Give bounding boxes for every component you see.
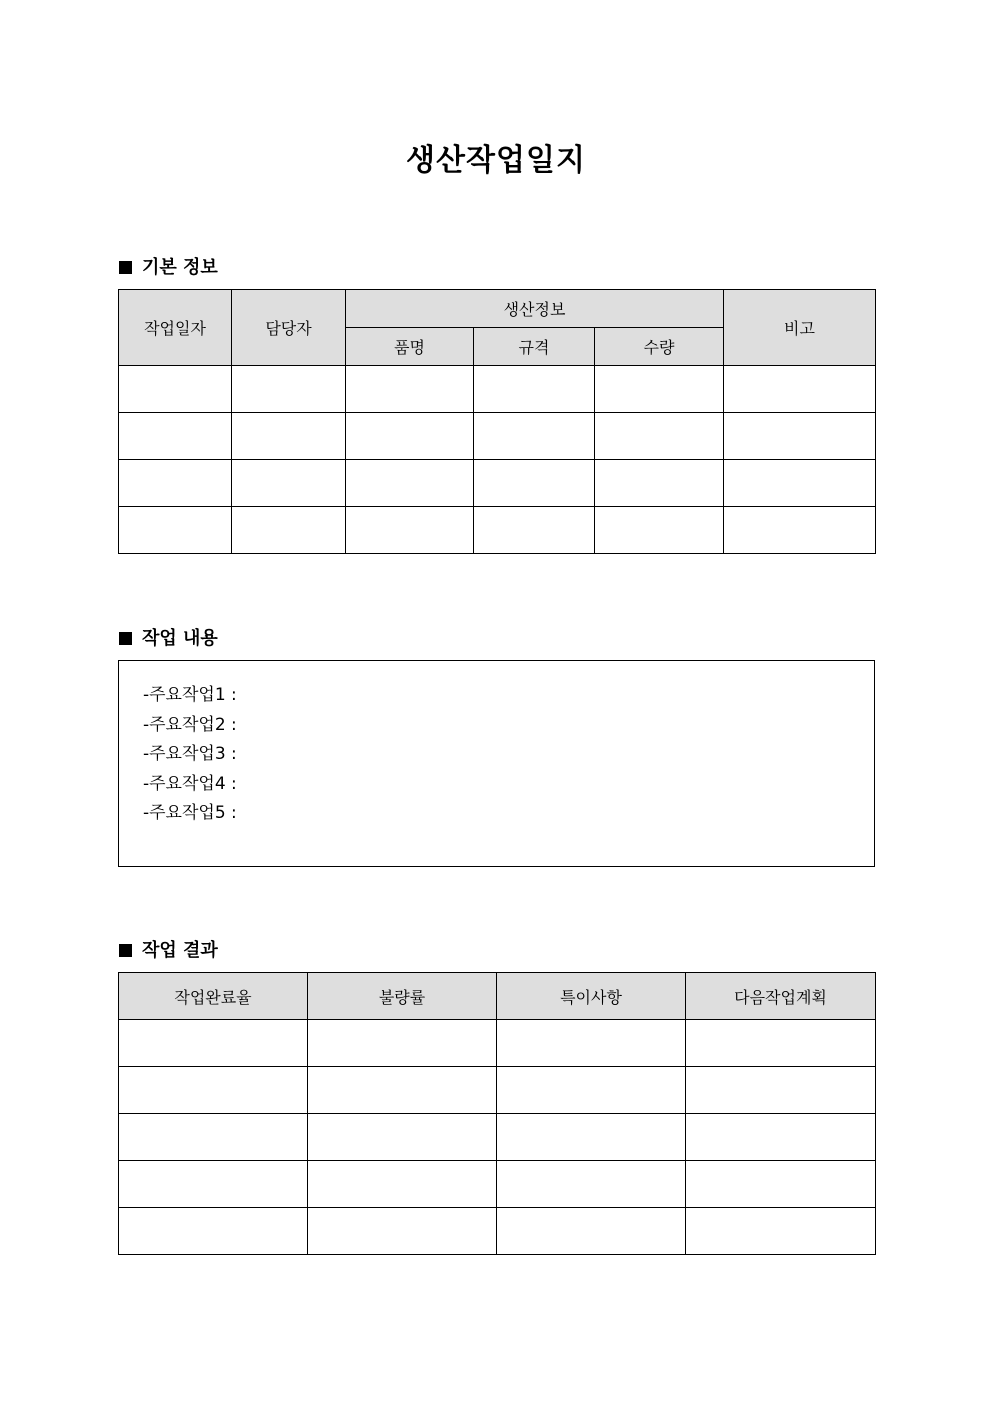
table-cell[interactable] [595,366,724,413]
table-cell[interactable] [595,460,724,507]
table-cell[interactable] [346,507,474,554]
table-cell[interactable] [232,366,346,413]
work-result-heading [119,936,218,962]
work-item-list [119,661,874,829]
header-defect-rate: 불량률 [308,973,497,1020]
table-row [119,366,876,413]
table-cell[interactable] [119,1161,308,1208]
table-cell[interactable] [346,413,474,460]
table-cell[interactable] [474,413,595,460]
header-spec: 규격 [474,328,595,366]
table-cell[interactable] [346,366,474,413]
header-remarks: 비고 [724,290,876,366]
table-cell[interactable] [497,1114,686,1161]
square-bullet-icon [119,944,132,957]
table-cell[interactable] [724,366,876,413]
table-cell[interactable] [474,460,595,507]
basic-info-heading-label: 기본 정보 [142,257,218,278]
table-row [119,413,876,460]
work-content-box[interactable] [118,660,875,867]
header-work-date: 작업일자 [119,290,232,366]
table-row [119,1067,876,1114]
table-cell[interactable] [119,413,232,460]
list-item: -주요작업1 : [143,685,237,705]
table-cell[interactable] [308,1208,497,1255]
table-cell[interactable] [119,1067,308,1114]
table-cell[interactable] [686,1020,876,1067]
header-next-plan: 다음작업계획 [686,973,876,1020]
header-quantity: 수량 [595,328,724,366]
table-cell[interactable] [474,366,595,413]
table-cell[interactable] [686,1161,876,1208]
table-cell[interactable] [119,366,232,413]
table-cell[interactable] [308,1067,497,1114]
header-special-notes: 특이사항 [497,973,686,1020]
table-cell[interactable] [686,1208,876,1255]
table-cell[interactable] [724,413,876,460]
header-product-name: 품명 [346,328,474,366]
table-cell[interactable] [497,1208,686,1255]
table-row [119,1020,876,1067]
table-cell[interactable] [595,507,724,554]
table-cell[interactable] [119,507,232,554]
list-item: -주요작업5 : [143,803,237,823]
table-row [119,460,876,507]
header-manager: 담당자 [232,290,346,366]
work-result-table [118,972,876,1255]
table-cell[interactable] [119,460,232,507]
list-item: -주요작업3 : [143,744,237,764]
document-title: 생산작업일지 [406,143,586,178]
basic-info-table [118,289,876,554]
header-completion-rate: 작업완료율 [119,973,308,1020]
table-cell[interactable] [232,507,346,554]
table-cell[interactable] [497,1161,686,1208]
table-cell[interactable] [497,1020,686,1067]
table-cell[interactable] [686,1114,876,1161]
table-cell[interactable] [119,1208,308,1255]
table-cell[interactable] [346,460,474,507]
table-row [119,1114,876,1161]
list-item: -주요작업2 : [143,714,237,735]
table-cell[interactable] [308,1020,497,1067]
table-row [119,1208,876,1255]
table-cell[interactable] [497,1067,686,1114]
table-cell[interactable] [595,413,724,460]
table-cell[interactable] [308,1114,497,1161]
table-row [119,507,876,554]
table-cell[interactable] [232,460,346,507]
table-cell[interactable] [724,460,876,507]
table-cell[interactable] [119,1114,308,1161]
table-cell[interactable] [308,1161,497,1208]
table-cell[interactable] [119,1020,308,1067]
table-cell[interactable] [474,507,595,554]
table-cell[interactable] [686,1067,876,1114]
list-item: -주요작업4 : [143,773,237,794]
work-content-heading-label: 작업 내용 [142,628,218,649]
work-content-heading [119,624,218,650]
work-result-heading-label: 작업 결과 [142,940,218,961]
square-bullet-icon [119,632,132,645]
table-cell[interactable] [232,413,346,460]
square-bullet-icon [119,261,132,274]
header-production-info: 생산정보 [346,290,724,328]
table-cell[interactable] [724,507,876,554]
table-row [119,1161,876,1208]
basic-info-heading [119,253,218,279]
